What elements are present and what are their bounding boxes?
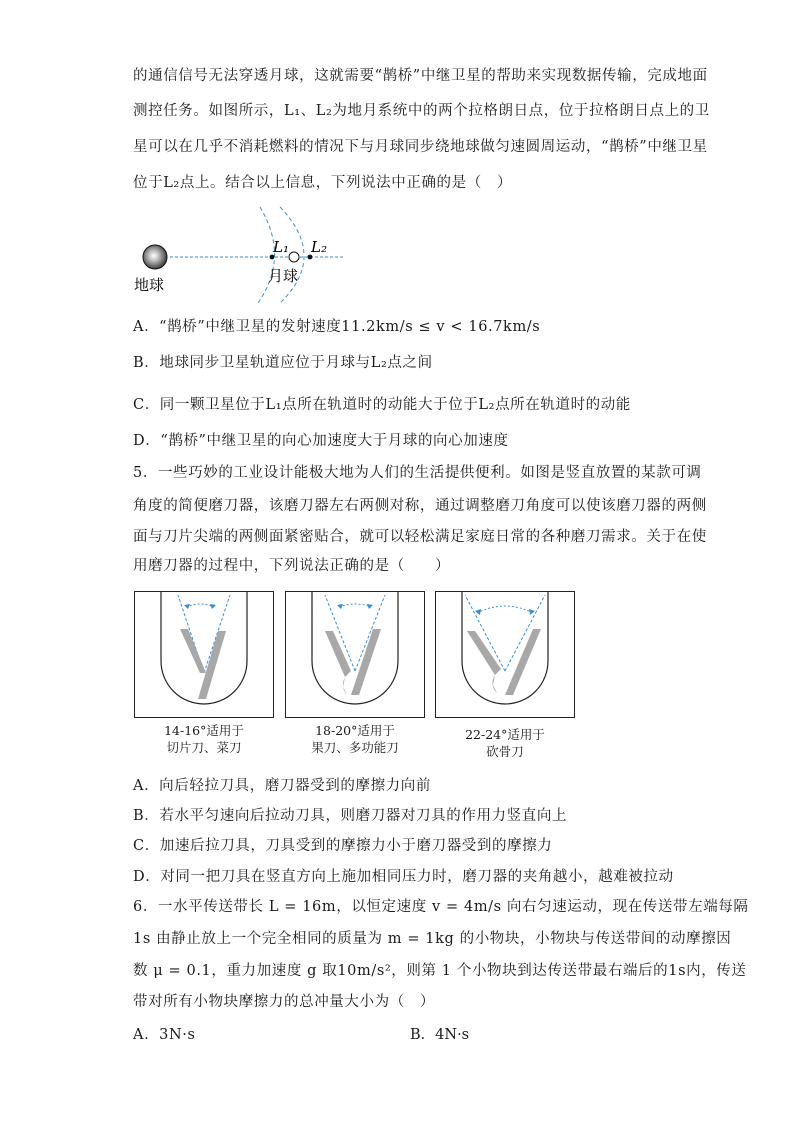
earth-moon-diagram (130, 205, 360, 305)
q5-option-a: A．向后轻拉刀具，磨刀器受到的摩擦力向前 (133, 778, 431, 794)
sharpener-figure-3 (435, 591, 575, 719)
q4-text-line: 星可以在几乎不消耗燃料的情况下与月球同步绕地球做匀速圆周运动，“鹊桥”中继卫星 (133, 139, 708, 155)
q4-text-line: 测控任务。如图所示，L₁、L₂为地月系统中的两个拉格朗日点，位于拉格朗日点上的卫 (133, 103, 710, 119)
q6-text-line: 数 μ = 0.1，重力加速度 g 取10m/s²，则第 1 个小物块到达传送带最右端后的1s内，传送 (133, 963, 747, 979)
q5-option-c: C．加速后拉刀具，刀具受到的摩擦力小于磨刀器受到的摩擦力 (133, 838, 553, 854)
q6-text-line: 带对所有小物块摩擦力的总冲量大小为（ ） (133, 994, 435, 1010)
q6-text-line: 1s 由静止放上一个完全相同的质量为 m = 1kg 的小物块，小物块与传送带间的动摩擦因 (133, 931, 732, 947)
caption-line: 22-24°适用于 (465, 727, 545, 742)
caption-line: 切片刀、菜刀 (166, 740, 242, 755)
q4-text-line: 的通信信号无法穿透月球，这就需要“鹊桥”中继卫星的帮助来实现数据传输，完成地面 (133, 68, 708, 84)
q5-option-b: B．若水平匀速向后拉动刀具，则磨刀器对刀具的作用力竖直向上 (133, 808, 568, 824)
caption-line: 14-16°适用于 (164, 723, 244, 738)
earth-label: 地球 (134, 276, 165, 294)
q4-option-c: C．同一颗卫星位于L₁点所在轨道时的动能大于位于L₂点所在轨道时的动能 (133, 397, 631, 413)
q6-option-a: A．3N·s (133, 1027, 196, 1043)
moon-label: 月球 (268, 267, 299, 285)
figure-2-caption (285, 722, 425, 756)
sharpener-figure-2 (285, 591, 425, 719)
q4-option-d: D．“鹊桥”中继卫星的向心加速度大于月球的向心加速度 (133, 433, 509, 449)
q5-text-line: 角度的简便磨刀器，该磨刀器左右两侧对称，通过调整磨刀角度可以使该磨刀器的两侧 (133, 498, 707, 514)
l2-label: L₂ (311, 238, 327, 256)
q5-text-line: 面与刀片尖端的两侧面紧密贴合，就可以轻松满足家庭日常的各种磨刀需求。关于在使 (133, 529, 707, 545)
q4-option-b: B．地球同步卫星轨道应位于月球与L₂点之间 (133, 355, 433, 371)
q5-option-d: D．对同一把刀具在竖直方向上施加相同压力时，磨刀器的夹角越小，越难被拉动 (133, 869, 674, 885)
q4-text-line: 位于L₂点上。结合以上信息，下列说法中正确的是（ ） (133, 175, 513, 191)
q5-text-line: 用磨刀器的过程中，下列说法正确的是（ ） (133, 558, 451, 574)
sharpener-figure-1 (134, 591, 274, 719)
q6-option-b: B．4N·s (410, 1027, 470, 1043)
earth-icon (143, 245, 167, 269)
q5-text-line: 5．一些巧妙的工业设计能极大地为人们的生活提供便利。如图是竖直放置的某款可调 (133, 465, 702, 481)
caption-line: 果刀、多功能刀 (311, 740, 399, 755)
q6-text-line: 6．一水平传送带长 L = 16m，以恒定速度 v = 4m/s 向右匀速运动，现在传送带左端每隔 (133, 899, 749, 915)
figure-1-caption (134, 722, 274, 756)
caption-line: 18-20°适用于 (315, 723, 395, 738)
q4-option-a: A．“鹊桥”中继卫星的发射速度11.2km/s ≤ v < 16.7km/s (133, 319, 541, 335)
figure-3-caption (435, 726, 575, 760)
caption-line: 砍骨刀 (486, 744, 524, 759)
l1-label: L₁ (273, 238, 289, 256)
moon-icon (289, 252, 299, 262)
